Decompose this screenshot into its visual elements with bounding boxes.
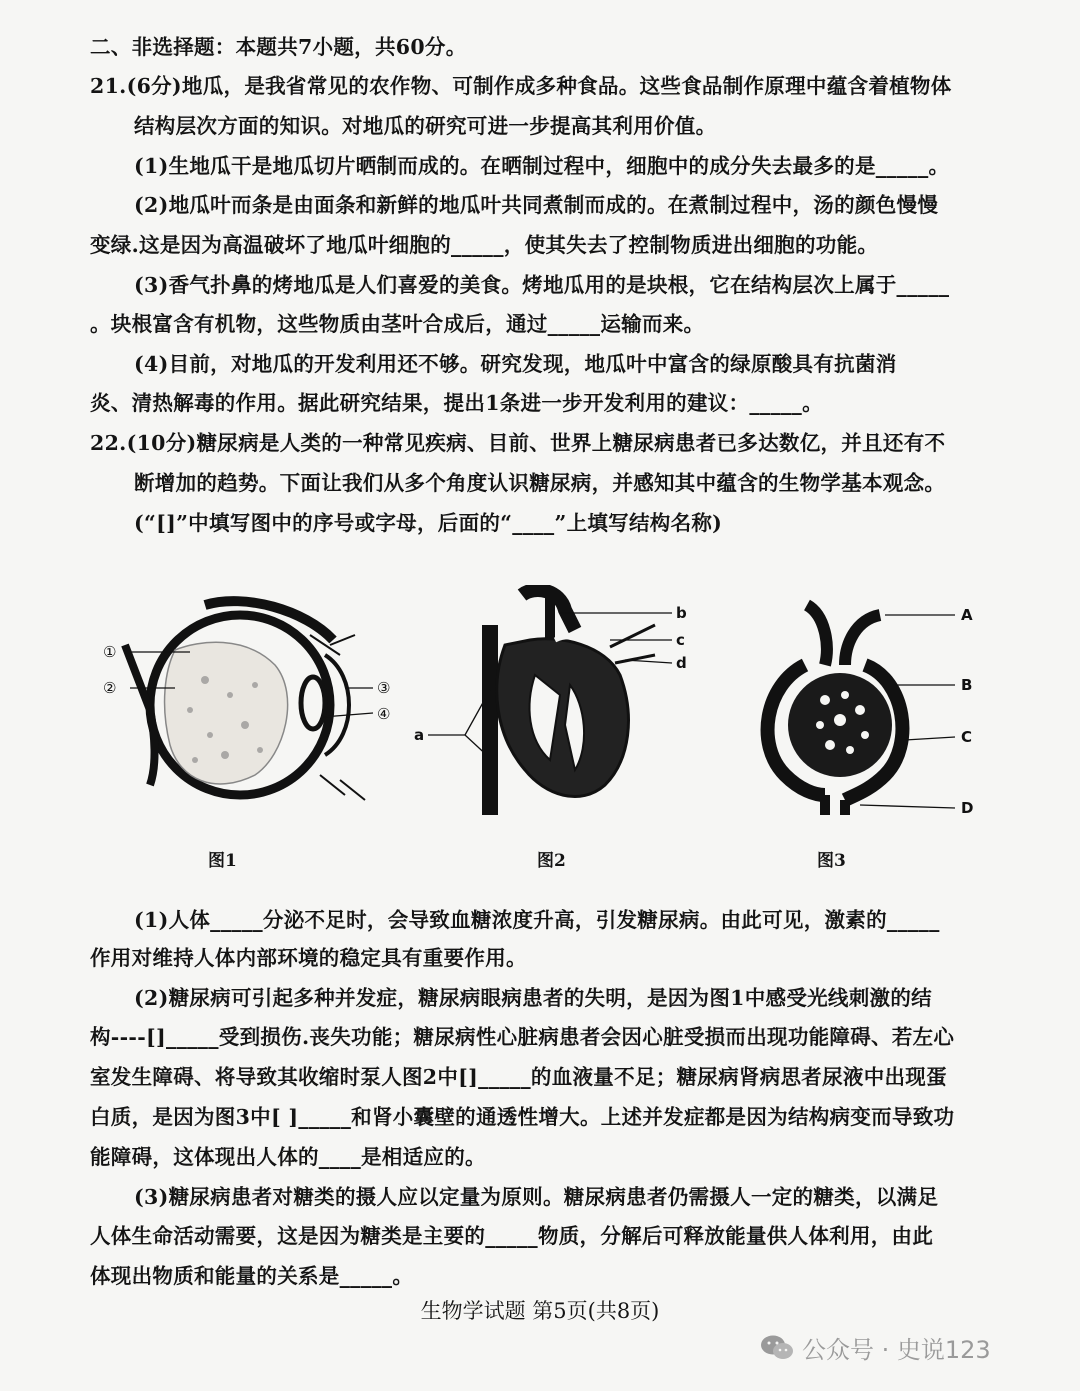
q22-part3-line3: 体现出物质和能量的关系是_____。 xyxy=(90,1264,414,1288)
q22-part2-line3: 室发生障碍、将导致其收缩时泵人图2中[]_____的血液量不足；糖尿病肾病思者尿液中出现蛋 xyxy=(90,1065,947,1089)
fig1-label-3: ③ xyxy=(377,679,391,697)
fig3-caption: 图3 xyxy=(817,851,846,871)
fig2-caption: 图2 xyxy=(537,851,566,871)
fig3-label-B: B xyxy=(961,676,973,694)
fig3-label-C: C xyxy=(961,728,973,746)
q21-part3-line2: 。块根富含有机物，这些物质由茎叶合成后，通过_____运输而来。 xyxy=(90,312,705,336)
q22-stem-line2: 断增加的趋势。下面让我们从多个角度认识糖尿病，并感知其中蕴含的生物学基本观念。 xyxy=(134,471,946,495)
q22-stem-line1: 22.(10分)糖尿病是人类的一种常见疾病、目前、世界上糖尿病患者已多达数亿，并且还有不 xyxy=(90,431,946,455)
q22-part2-line5: 能障碍，这体现出人体的____是相适应的。 xyxy=(90,1145,486,1169)
q21-part4-line2: 炎、清热解毒的作用。据此研究结果，提出1条进一步开发利用的建议：_____。 xyxy=(90,391,823,415)
q22-part1-line1: (1)人体_____分泌不足时，会导致血糖浓度升高，引发糖尿病。由此可见，激素的_____ xyxy=(134,908,940,932)
fig1-caption: 图1 xyxy=(208,851,237,871)
q22-part1-line2: 作用对维持人体内部环境的稳定具有重要作用。 xyxy=(90,946,527,970)
fig2-label-b: b xyxy=(676,604,687,622)
q22-part3-line2: 人体生命活动需要，这是因为糖类是主要的_____物质，分解后可释放能量供人体利用，由此 xyxy=(90,1224,934,1248)
watermark-text: 公众号 · 史说123 xyxy=(802,1336,991,1364)
q22-part2-line1: (2)糖尿病可引起多种并发症，糖尿病眼病患者的失明，是因为图1中感受光线刺激的结 xyxy=(134,986,932,1010)
q21-part2-line1: (2)地瓜叶而条是由面条和新鲜的地瓜叶共同煮制而成的。在煮制过程中，汤的颜色慢慢 xyxy=(134,193,939,217)
nephron-diagram xyxy=(745,585,985,815)
q21-part3-line1: (3)香气扑鼻的烤地瓜是人们喜爱的美食。烤地瓜用的是块根，它在结构层次上属于_____ xyxy=(134,273,950,297)
watermark xyxy=(760,1330,991,1365)
fig3-label-D: D xyxy=(961,799,974,815)
q21-part2-line2: 变绿.这是因为高温破坏了地瓜叶细胞的_____，使其失去了控制物质进出细胞的功能。 xyxy=(90,233,879,257)
q21-stem-line1: 21.(6分)地瓜，是我省常见的农作物、可制作成多种食品。这些食品制作原理中蕴含着植物体 xyxy=(90,74,952,98)
fig2-label-a: a xyxy=(414,726,425,744)
q21-part1: (1)生地瓜干是地瓜切片晒制而成的。在晒制过程中，细胞中的成分失去最多的是_____。 xyxy=(134,154,950,178)
q22-part2-line2: 构----[]_____受到损伤.丧失功能；糖尿病性心脏病患者会因心脏受损而出现功能障碍、若左心 xyxy=(90,1025,955,1049)
fig1-label-2: ② xyxy=(103,679,117,697)
section-title: 二、非选择题：本题共7小题，共60分。 xyxy=(90,35,467,59)
fig3-label-A: A xyxy=(961,606,973,624)
heart-diagram xyxy=(410,585,700,815)
q22-stem-line3: (“[]”中填写图中的序号或字母，后面的“____”上填写结构名称) xyxy=(134,511,723,535)
q22-part3-line1: (3)糖尿病患者对糖类的摄人应以定量为原则。糖尿病患者仍需摄人一定的糖类，以满足 xyxy=(134,1185,939,1209)
fig2-label-c: c xyxy=(676,631,685,649)
q21-part4-line1: (4)目前，对地瓜的开发利用还不够。研究发现，地瓜叶中富含的绿原酸具有抗菌消 xyxy=(134,352,897,376)
q22-part2-line4: 白质，是因为图3中[ ]_____和肾小囊壁的通透性增大。上述并发症都是因为结构病变而导致功 xyxy=(90,1105,955,1129)
eye-diagram xyxy=(95,585,415,815)
fig1-label-1: ① xyxy=(103,643,117,661)
wechat-icon xyxy=(760,1334,794,1362)
q21-stem-line2: 结构层次方面的知识。对地瓜的研究可进一步提高其利用价值。 xyxy=(134,114,717,138)
fig1-label-4: ④ xyxy=(377,705,391,723)
fig2-label-d: d xyxy=(676,654,687,672)
page-footer: 生物学试题 第5页(共8页) xyxy=(420,1299,660,1323)
